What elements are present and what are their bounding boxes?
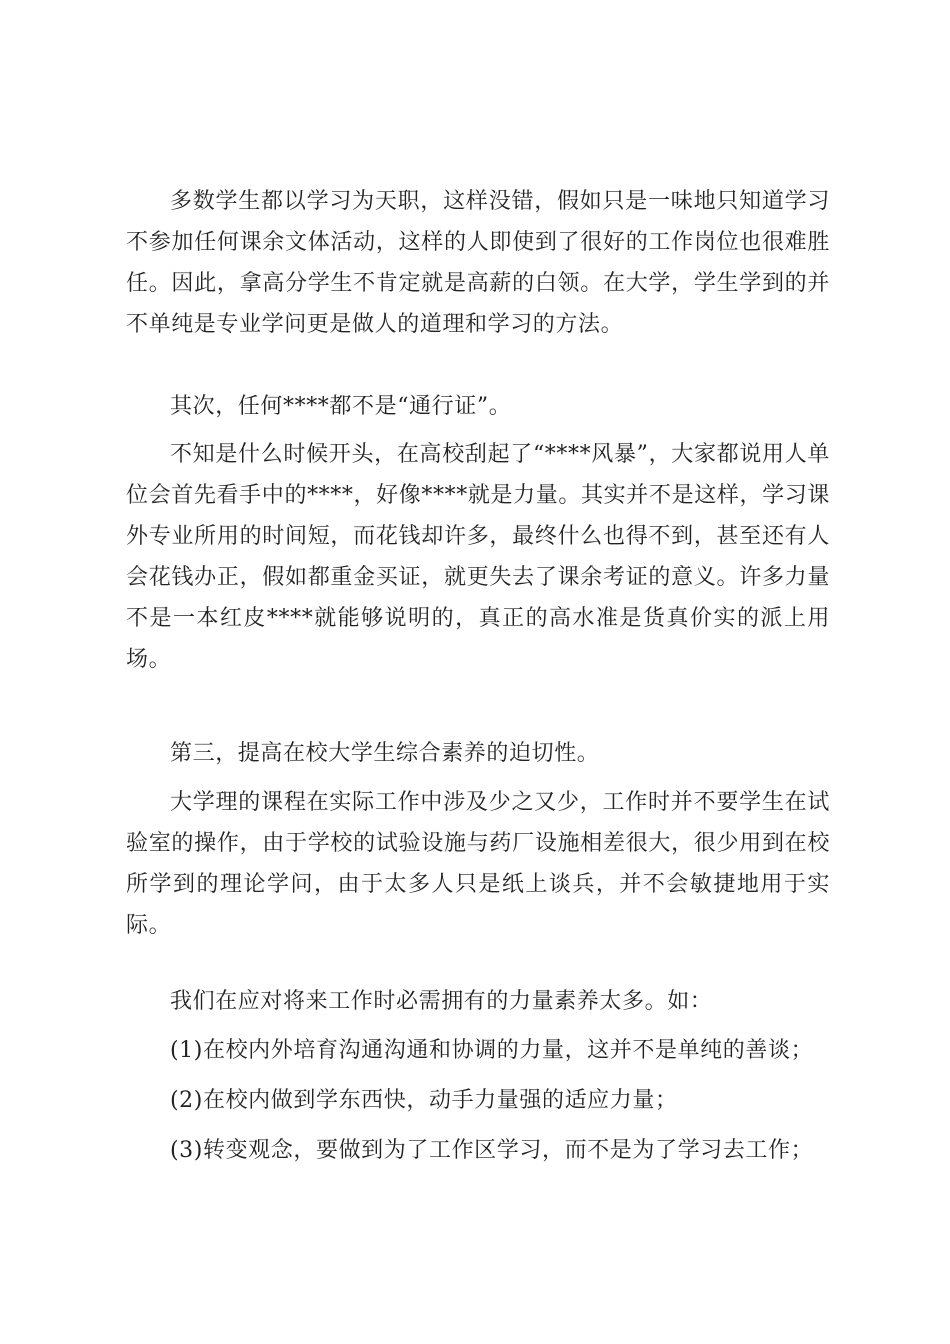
list-item-3: (3)转变观念，要做到为了工作区学习，而不是为了学习去工作； [170,1138,814,1163]
paragraph-4: 第三，提高在校大学生综合素养的迫切性。 [170,741,600,766]
paragraph-6: 我们在应对将来工作时必需拥有的力量素养太多。如： [170,989,713,1014]
paragraph-1: 多数学生都以学习为天职，这样没错，假如只是一味地只知道学习不参加任何课余文体活动，这样的人即使到了很好的工作岗位也很难胜任。因此，拿高分学生不肯定就是高薪的白领。在大学，学生学到的并不单纯是专业学问更是做人的道理和学习的方法。 [126,189,830,337]
list-item-1: (1)在校内外培育沟通沟通和协调的力量，这并不是单纯的善谈； [170,1038,814,1063]
paragraph-5: 大学理的课程在实际工作中涉及少之又少，工作时并不要学生在试验室的操作，由于学校的试验设施与药厂设施相差很大，很少用到在校所学到的理论学问，由于太多人只是纸上谈兵，并不会敏捷地用于实际。 [126,790,830,938]
paragraph-2: 其次，任何****都不是“通行证”。 [170,394,512,419]
list-item-2: (2)在校内做到学东西快，动手力量强的适应力量； [170,1088,678,1113]
paragraph-3: 不知是什么时候开头，在高校刮起了“****风暴”，大家都说用人单位会首先看手中的****，好像****就是力量。其实并不是这样，学习课外专业所用的时间短，而花钱却许多，最终什么也得不到，甚至还有人会花钱办正，假如都重金买证，就更失去了课余考证的意义。许多力量不是一本红皮****就能够说明的，真正的高水准是货真价实的派上用场。 [126,442,830,672]
